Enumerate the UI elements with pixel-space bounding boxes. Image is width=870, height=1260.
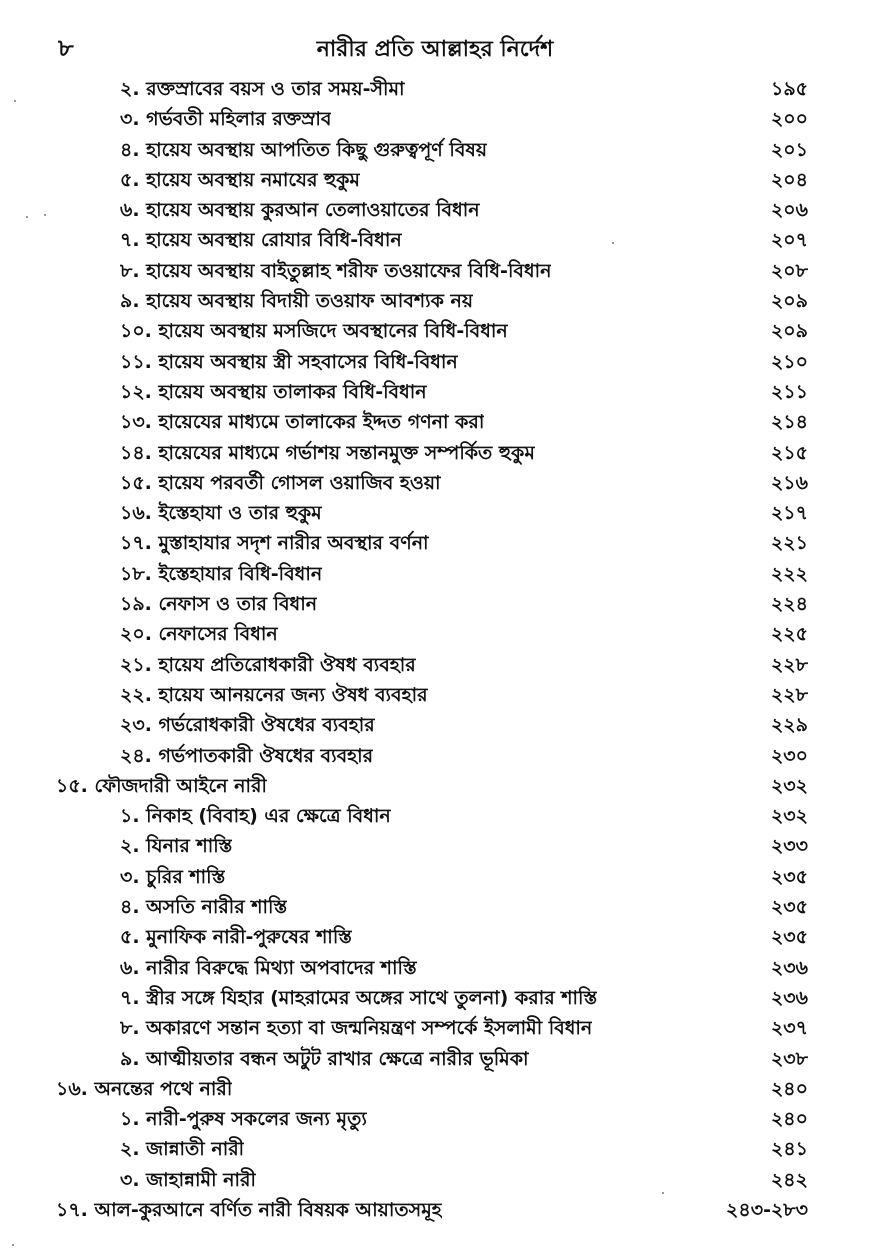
toc-entry-page: ২০৭ <box>770 229 808 252</box>
toc-section-row <box>0 1104 870 1134</box>
toc-entry-title: ৪. অসতি নারীর শাস্তি <box>120 896 288 919</box>
toc-entry-title: ২. জান্নাতী নারী <box>120 1138 245 1161</box>
toc-entry-page: ২২৮ <box>770 683 808 706</box>
toc-chapter-row <box>0 1195 870 1225</box>
toc-entry-title: ১০. হায়েয অবস্থায় মসজিদে অবস্থানের বিধি-বিধান <box>120 320 508 343</box>
scan-speck <box>662 1192 664 1194</box>
toc-entry-title: ৩. জাহান্নামী নারী <box>120 1168 256 1191</box>
toc-entry-page: ২৩২ <box>770 774 808 797</box>
toc-entry-page: ২১৫ <box>770 441 808 464</box>
toc-section-row <box>0 741 870 771</box>
toc-entry-title: ৭. হায়েয অবস্থায় রোযার বিধি-বিধান <box>120 229 402 252</box>
toc-section-row <box>0 862 870 892</box>
table-of-contents <box>0 74 870 1225</box>
toc-section-row <box>0 468 870 498</box>
toc-entry-page: ২৩৮ <box>770 1047 808 1070</box>
toc-section-row <box>0 1134 870 1164</box>
toc-entry-page: ২৩৬ <box>770 986 808 1009</box>
toc-section-row <box>0 135 870 165</box>
toc-section-row <box>0 650 870 680</box>
toc-section-row <box>0 225 870 255</box>
toc-entry-title: ১৮. ইস্তেহাযার বিধি-বিধান <box>120 562 323 585</box>
toc-section-row <box>0 953 870 983</box>
toc-entry-page: ২৩০ <box>770 744 808 767</box>
toc-entry-page: ২২৪ <box>770 593 808 616</box>
running-title: নারীর প্রতি আল্লাহর নির্দেশ <box>316 37 554 62</box>
toc-entry-page: ২৪০ <box>770 1077 808 1100</box>
toc-section-row <box>0 1044 870 1074</box>
toc-section-row <box>0 831 870 861</box>
toc-chapter-row <box>0 771 870 801</box>
toc-entry-page: ২২২ <box>770 562 808 585</box>
toc-entry-title: ৩. গর্ভবতী মহিলার রক্তস্রাব <box>120 108 332 131</box>
toc-entry-page: ২৪০ <box>770 1108 808 1131</box>
toc-entry-page: ২০০ <box>770 108 808 131</box>
scan-speck <box>26 216 28 218</box>
toc-entry-title: ২৪. গর্ভপাতকারী ঔষধের ব্যবহার <box>120 744 374 767</box>
scan-speck <box>14 100 16 102</box>
toc-section-row <box>0 619 870 649</box>
toc-section-row <box>0 1165 870 1195</box>
toc-entry-title: ১৫. ফৌজদারী আইনে নারী <box>56 774 267 797</box>
toc-entry-title: ১২. হায়েয অবস্থায় তালাকর বিধি-বিধান <box>120 380 427 403</box>
toc-section-row <box>0 922 870 952</box>
toc-entry-title: ২০. নেফাসের বিধান <box>120 623 278 646</box>
toc-entry-title: ১৯. নেফাস ও তার বিধান <box>120 593 318 616</box>
toc-section-row <box>0 498 870 528</box>
toc-section-row <box>0 74 870 104</box>
toc-entry-page: ২৩২ <box>770 805 808 828</box>
toc-entry-page: ২০১ <box>770 138 808 161</box>
toc-entry-title: ১৬. ইস্তেহাযা ও তার হুকুম <box>120 502 322 525</box>
toc-entry-title: ১. নিকাহ (বিবাহ) এর ক্ষেত্রে বিধান <box>120 805 391 828</box>
toc-section-row <box>0 316 870 346</box>
toc-entry-title: ৬. নারীর বিরুদ্ধে মিথ্যা অপবাদের শাস্তি <box>120 956 417 979</box>
toc-entry-page: ২৩৫ <box>770 865 808 888</box>
toc-entry-title: ২১. হায়েয প্রতিরোধকারী ঔষধ ব্যবহার <box>120 653 416 676</box>
toc-entry-title: ৮. হায়েয অবস্থায় বাইতুল্লাহ শরীফ তওয়াফের বিধি-বিধান <box>120 259 552 282</box>
toc-entry-page: ২১৬ <box>770 471 808 494</box>
toc-entry-title: ১৭. আল-কুরআনে বর্ণিত নারী বিষয়ক আয়াতসমূহ <box>56 1198 442 1221</box>
toc-section-row <box>0 710 870 740</box>
toc-entry-page: ২৩৫ <box>770 896 808 919</box>
toc-entry-title: ২. যিনার শাস্তি <box>120 835 233 858</box>
toc-entry-page: ১৯৫ <box>771 78 808 100</box>
toc-section-row <box>0 377 870 407</box>
toc-entry-title: ৫. মুনাফিক নারী-পুরুষের শাস্তি <box>120 926 352 949</box>
toc-entry-page: ২০৪ <box>770 168 808 191</box>
toc-entry-page: ২৪৩-২৮৩ <box>726 1198 808 1221</box>
toc-entry-title: ৮. অকারণে সন্তান হত্যা বা জন্মনিয়ন্ত্রণ সম্পর্কে ইসলামী বিধান <box>120 1017 593 1040</box>
toc-entry-title: ৬. হায়েয অবস্থায় কুরআন তেলাওয়াতের বিধান <box>120 199 480 222</box>
toc-section-row <box>0 801 870 831</box>
toc-entry-title: ৯. হায়েয অবস্থায় বিদায়ী তওয়াফ আবশ্যক নয় <box>120 290 474 313</box>
toc-chapter-row <box>0 1074 870 1104</box>
toc-entry-page: ২৩৭ <box>770 1017 808 1040</box>
toc-section-row <box>0 195 870 225</box>
toc-section-row <box>0 680 870 710</box>
toc-section-row <box>0 165 870 195</box>
toc-section-row <box>0 347 870 377</box>
toc-entry-page: ২৩৫ <box>770 926 808 949</box>
toc-entry-page: ২২৮ <box>770 653 808 676</box>
toc-entry-page: ২৪১ <box>770 1138 808 1161</box>
page-header <box>0 30 870 64</box>
toc-entry-title: ২৩. গর্ভরোধকারী ঔষধের ব্যবহার <box>120 714 375 737</box>
toc-section-row <box>0 528 870 558</box>
toc-entry-page: ২০৯ <box>770 290 808 313</box>
toc-section-row <box>0 559 870 589</box>
toc-section-row <box>0 983 870 1013</box>
scan-speck <box>612 242 614 244</box>
toc-entry-page: ২২৯ <box>770 714 808 737</box>
toc-section-row <box>0 892 870 922</box>
toc-section-row <box>0 1013 870 1043</box>
toc-section-row <box>0 104 870 134</box>
page-number: ৮ <box>58 34 74 62</box>
toc-entry-page: ২২১ <box>770 532 808 555</box>
toc-entry-title: ৭. স্ত্রীর সঙ্গে যিহার (মাহরামের অঙ্গের সাথে তুলনা) করার শাস্তি <box>120 986 598 1009</box>
scan-speck <box>44 214 46 216</box>
toc-entry-page: ২৩৩ <box>770 835 808 858</box>
toc-entry-title: ৪. হায়েয অবস্থায় আপতিত কিছু গুরুত্বপূর্ণ বিষয় <box>120 138 488 161</box>
toc-section-row <box>0 438 870 468</box>
toc-entry-page: ২০৯ <box>770 320 808 343</box>
toc-entry-page: ২০৮ <box>770 259 808 282</box>
toc-section-row <box>0 589 870 619</box>
toc-entry-page: ২১১ <box>770 380 808 403</box>
toc-section-row <box>0 286 870 316</box>
toc-entry-title: ১৫. হায়েয পরবর্তী গোসল ওয়াজিব হওয়া <box>120 471 441 494</box>
toc-entry-page: ২২৫ <box>770 623 808 646</box>
toc-entry-title: ৩. চুরির শাস্তি <box>120 865 226 888</box>
toc-entry-title: ১. নারী-পুরুষ সকলের জন্য মৃত্যু <box>120 1108 367 1131</box>
toc-entry-title: ৫. হায়েয অবস্থায় নমাযের হুকুম <box>120 168 360 191</box>
toc-entry-page: ২০৬ <box>770 199 808 222</box>
toc-entry-title: ৯. আত্মীয়তার বন্ধন অটুট রাখার ক্ষেত্রে নারীর ভূমিকা <box>120 1047 529 1070</box>
toc-entry-page: ২১৭ <box>770 502 808 525</box>
toc-entry-page: ২৪২ <box>770 1168 808 1191</box>
toc-entry-title: ২. রক্তস্রাবের বয়স ও তার সময়-সীমা <box>120 78 405 100</box>
toc-section-row <box>0 407 870 437</box>
scan-speck <box>12 1244 14 1246</box>
toc-entry-title: ১১. হায়েয অবস্থায় স্ত্রী সহবাসের বিধি-বিধান <box>120 350 458 373</box>
toc-entry-page: ২১০ <box>770 350 808 373</box>
toc-entry-title: ১৬. অনন্তের পথে নারী <box>56 1077 233 1100</box>
toc-entry-page: ২৩৬ <box>770 956 808 979</box>
toc-entry-title: ২২. হায়েয আনয়নের জন্য ঔষধ ব্যবহার <box>120 683 428 706</box>
toc-section-row <box>0 256 870 286</box>
toc-entry-page: ২১৪ <box>770 411 808 434</box>
toc-entry-title: ১৭. মুস্তাহাযার সদৃশ নারীর অবস্থার বর্ণনা <box>120 532 429 555</box>
toc-entry-title: ১৪. হায়েযের মাধ্যমে গর্ভাশয় সন্তানমুক্ত সম্পর্কিত হুকুম <box>120 441 535 464</box>
toc-entry-title: ১৩. হায়েযের মাধ্যমে তালাকের ইদ্দত গণনা করা <box>120 411 485 434</box>
